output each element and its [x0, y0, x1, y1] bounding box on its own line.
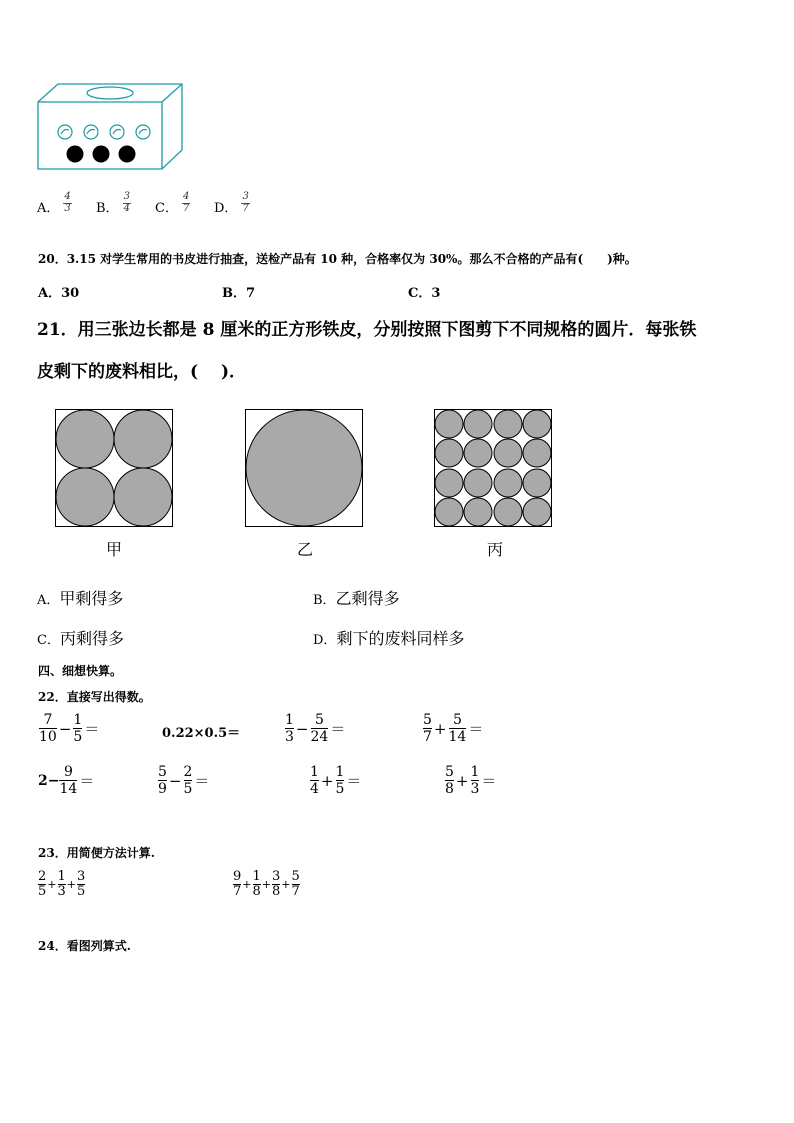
fraction: $\frac{3}{4}$	[123, 191, 130, 214]
q20-option-a[interactable]: A．30	[38, 286, 80, 301]
q21-option-b[interactable]: B．乙剩得多	[313, 589, 400, 608]
q23-expr-1: 2 5 + $\frac{1}{3}$ + $\frac{3}{5}$	[38, 869, 86, 900]
q22-expr-5: 2− $\frac{9}{14}$ ＝	[38, 764, 95, 798]
section-heading: 四、细想快算。	[38, 664, 123, 678]
figure-label-jia: 甲	[106, 540, 123, 559]
q21-option-a[interactable]: A．甲剩得多	[37, 589, 124, 608]
q19-option-d[interactable]: D． $\frac{3}{7}$	[214, 191, 249, 216]
q19-option-b[interactable]: B． $\frac{3}{4}$	[96, 191, 130, 216]
q22-expr-3: 1 3 − $\frac{5}{24}$ ＝	[285, 712, 346, 746]
q21-question-line2: 皮剩下的废料相比，( )．	[37, 362, 247, 382]
ball-box-figure	[36, 82, 186, 174]
q22-expr-2: 0.22×0.5＝	[162, 726, 241, 741]
square-four-circles	[55, 409, 173, 527]
q24-title: 24．看图列算式.	[38, 939, 131, 953]
q20-option-c[interactable]: C．3	[408, 286, 441, 301]
q21-question-line1: 21．用三张边长都是 8 厘米的正方形铁皮，分别按照下图剪下不同规格的圆片．每张铁	[37, 320, 697, 340]
q22-expr-7: 1 4 + $\frac{1}{5}$ ＝	[310, 764, 362, 798]
figure-label-bing: 丙	[487, 540, 504, 559]
q23-expr-2: 9 7 + $\frac{1}{8}$ + $\frac{3}{8}$ + $\frac{5}{7}$	[233, 869, 300, 900]
q21-option-c[interactable]: C．丙剩得多	[37, 629, 124, 648]
fraction: $\frac{3}{7}$	[242, 191, 249, 214]
q22-expr-8: 5 8 + $\frac{1}{3}$ ＝	[445, 764, 497, 798]
q20-option-b[interactable]: B．7	[222, 286, 256, 301]
q22-expr-4: 5 7 + $\frac{5}{14}$ ＝	[423, 712, 484, 746]
q21-option-d[interactable]: D．剩下的废料同样多	[313, 629, 465, 648]
figure-label-yi: 乙	[297, 540, 314, 559]
fraction: $\frac{4}{7}$	[182, 191, 190, 214]
q23-title: 23．用简便方法计算.	[38, 846, 155, 860]
q19-option-a[interactable]: A． $\frac{4}{3}$	[37, 191, 71, 216]
q22-expr-1: 7 10 − $\frac{1}{5}$ ＝	[39, 712, 100, 746]
fraction: $\frac{4}{3}$	[64, 191, 71, 214]
q22-title: 22．直接写出得数。	[38, 690, 151, 704]
q22-expr-6: 5 9 − $\frac{2}{5}$ ＝	[158, 764, 210, 798]
q19-option-c[interactable]: C． $\frac{4}{7}$	[155, 191, 190, 216]
square-one-circle	[245, 409, 363, 527]
square-sixteen-circles	[434, 409, 552, 527]
q20-question: 20．3.15 对学生常用的书皮进行抽查，送检产品有 10 种，合格率仅为 30%。那么不合格的产品有( )种。	[38, 252, 637, 266]
